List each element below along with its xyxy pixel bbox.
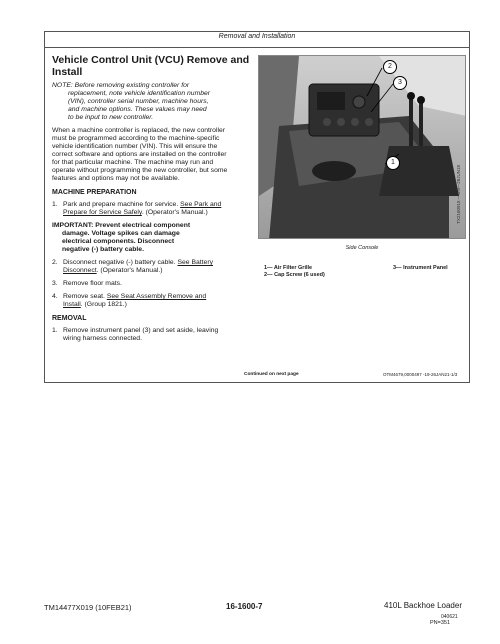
- footer-date-code: 040621: [441, 614, 458, 620]
- important-line-4: negative (-) battery cable.: [62, 246, 144, 253]
- document-id: OTM4679,0000497 -19-26JAN21-1/3: [383, 372, 458, 377]
- step-text-tail: . (Operator's Manual.): [141, 209, 208, 216]
- seat-assembly-link-cont[interactable]: Install: [63, 301, 81, 308]
- callout-3: 3: [393, 76, 407, 90]
- step-text: Park and prepare machine for service.: [63, 201, 179, 208]
- step-number: 4.: [52, 293, 58, 300]
- prep-step-4: [52, 293, 252, 309]
- important-block: [52, 222, 252, 254]
- article-column: [52, 55, 252, 348]
- step-text: Disconnect negative (-) battery cable.: [63, 259, 176, 266]
- step-number: 1.: [52, 327, 58, 334]
- step-text-tail: . (Operator's Manual.): [96, 267, 163, 274]
- step-text: Remove seat.: [63, 293, 105, 300]
- prep-step-3: [52, 280, 252, 288]
- figure-id: TX2160915 —UN—28JUN18: [456, 165, 461, 224]
- step-text-line-2: wiring harness connected.: [63, 335, 142, 342]
- note-label: NOTE:: [52, 82, 73, 89]
- battery-disconnect-link-cont[interactable]: Disconnect: [63, 267, 97, 274]
- intro-line-1: When a machine controller is replaced, the new controller: [52, 127, 226, 134]
- header-rule: [44, 47, 470, 48]
- legend-item-2: 2— Cap Screw (6 used): [264, 272, 325, 278]
- seat-assembly-link[interactable]: See Seat Assembly Remove and: [106, 293, 207, 300]
- intro-line-3: vehicle identification number (VIN). This will ensure the: [52, 143, 218, 150]
- battery-disconnect-link[interactable]: See Battery: [177, 259, 213, 266]
- continued-note: Continued on next page: [244, 372, 299, 377]
- prep-step-2: [52, 259, 252, 275]
- prep-step-1: [52, 201, 252, 217]
- footer-pn: PN=351: [430, 620, 451, 626]
- step-text-tail: . (Group 1821.): [80, 301, 127, 308]
- intro-line-5: for that particular machine. The machine may run and: [52, 159, 214, 166]
- footer-model: 410L Backhoe Loader: [384, 601, 462, 610]
- figure-caption: Side Console: [345, 245, 379, 251]
- important-line-3: electrical components. Disconnect: [62, 238, 175, 245]
- note-line-3: (VIN), controller serial number, machine hours,: [68, 98, 209, 105]
- callout-1: 1: [386, 156, 400, 170]
- prep-heading: MACHINE PREPARATION: [52, 189, 137, 196]
- side-console-figure: [258, 55, 466, 239]
- intro-line-2: must be programmed according to the machine-specific: [52, 135, 220, 142]
- step-text-line-1: Remove instrument panel (3) and set aside, leaving: [63, 327, 219, 334]
- intro-line-6: operate without programming the new controller, but some: [52, 167, 228, 174]
- title-line-1: Vehicle Control Unit (VCU) Remove and: [52, 54, 250, 66]
- step-number: 3.: [52, 280, 58, 287]
- important-label: IMPORTANT:: [52, 222, 94, 229]
- step-number: 1.: [52, 201, 58, 208]
- note-line-4: and machine options. These values may need: [68, 106, 207, 113]
- intro-line-7: features and options may not be available.: [52, 175, 180, 182]
- intro-paragraph: [52, 127, 252, 183]
- footer-page-number: 16-1600-7: [226, 602, 263, 611]
- section-header: Removal and Installation: [218, 33, 296, 40]
- title-line-2: Install: [52, 65, 83, 78]
- note-block: [52, 82, 252, 122]
- step-number: 2.: [52, 259, 58, 266]
- important-line-2: damage. Voltage spikes can damage: [62, 230, 180, 237]
- article-title: [52, 55, 252, 78]
- park-prepare-link-cont[interactable]: Prepare for Service Safely: [63, 209, 142, 216]
- legend-item-3: 3— Instrument Panel: [393, 265, 448, 271]
- note-line-5: to be input to new controller.: [68, 114, 154, 121]
- step-text: Remove floor mats.: [63, 280, 122, 287]
- note-line-1: Before removing existing controller for: [74, 82, 190, 89]
- footer-manual-id: TM14477X019 (10FEB21): [44, 603, 132, 612]
- removal-heading: REMOVAL: [52, 315, 87, 322]
- important-line-1: Prevent electrical component: [95, 222, 191, 229]
- callout-2: 2: [383, 60, 397, 74]
- legend-item-1: 1— Air Filter Grille: [264, 265, 313, 271]
- side-console-illustration: [259, 56, 466, 239]
- removal-step-1: [52, 327, 252, 343]
- intro-line-4: correct software and options are installed on the controller: [52, 151, 227, 158]
- park-prepare-link[interactable]: See Park and: [180, 201, 222, 208]
- note-line-2: replacement, note vehicle identification number: [68, 90, 211, 97]
